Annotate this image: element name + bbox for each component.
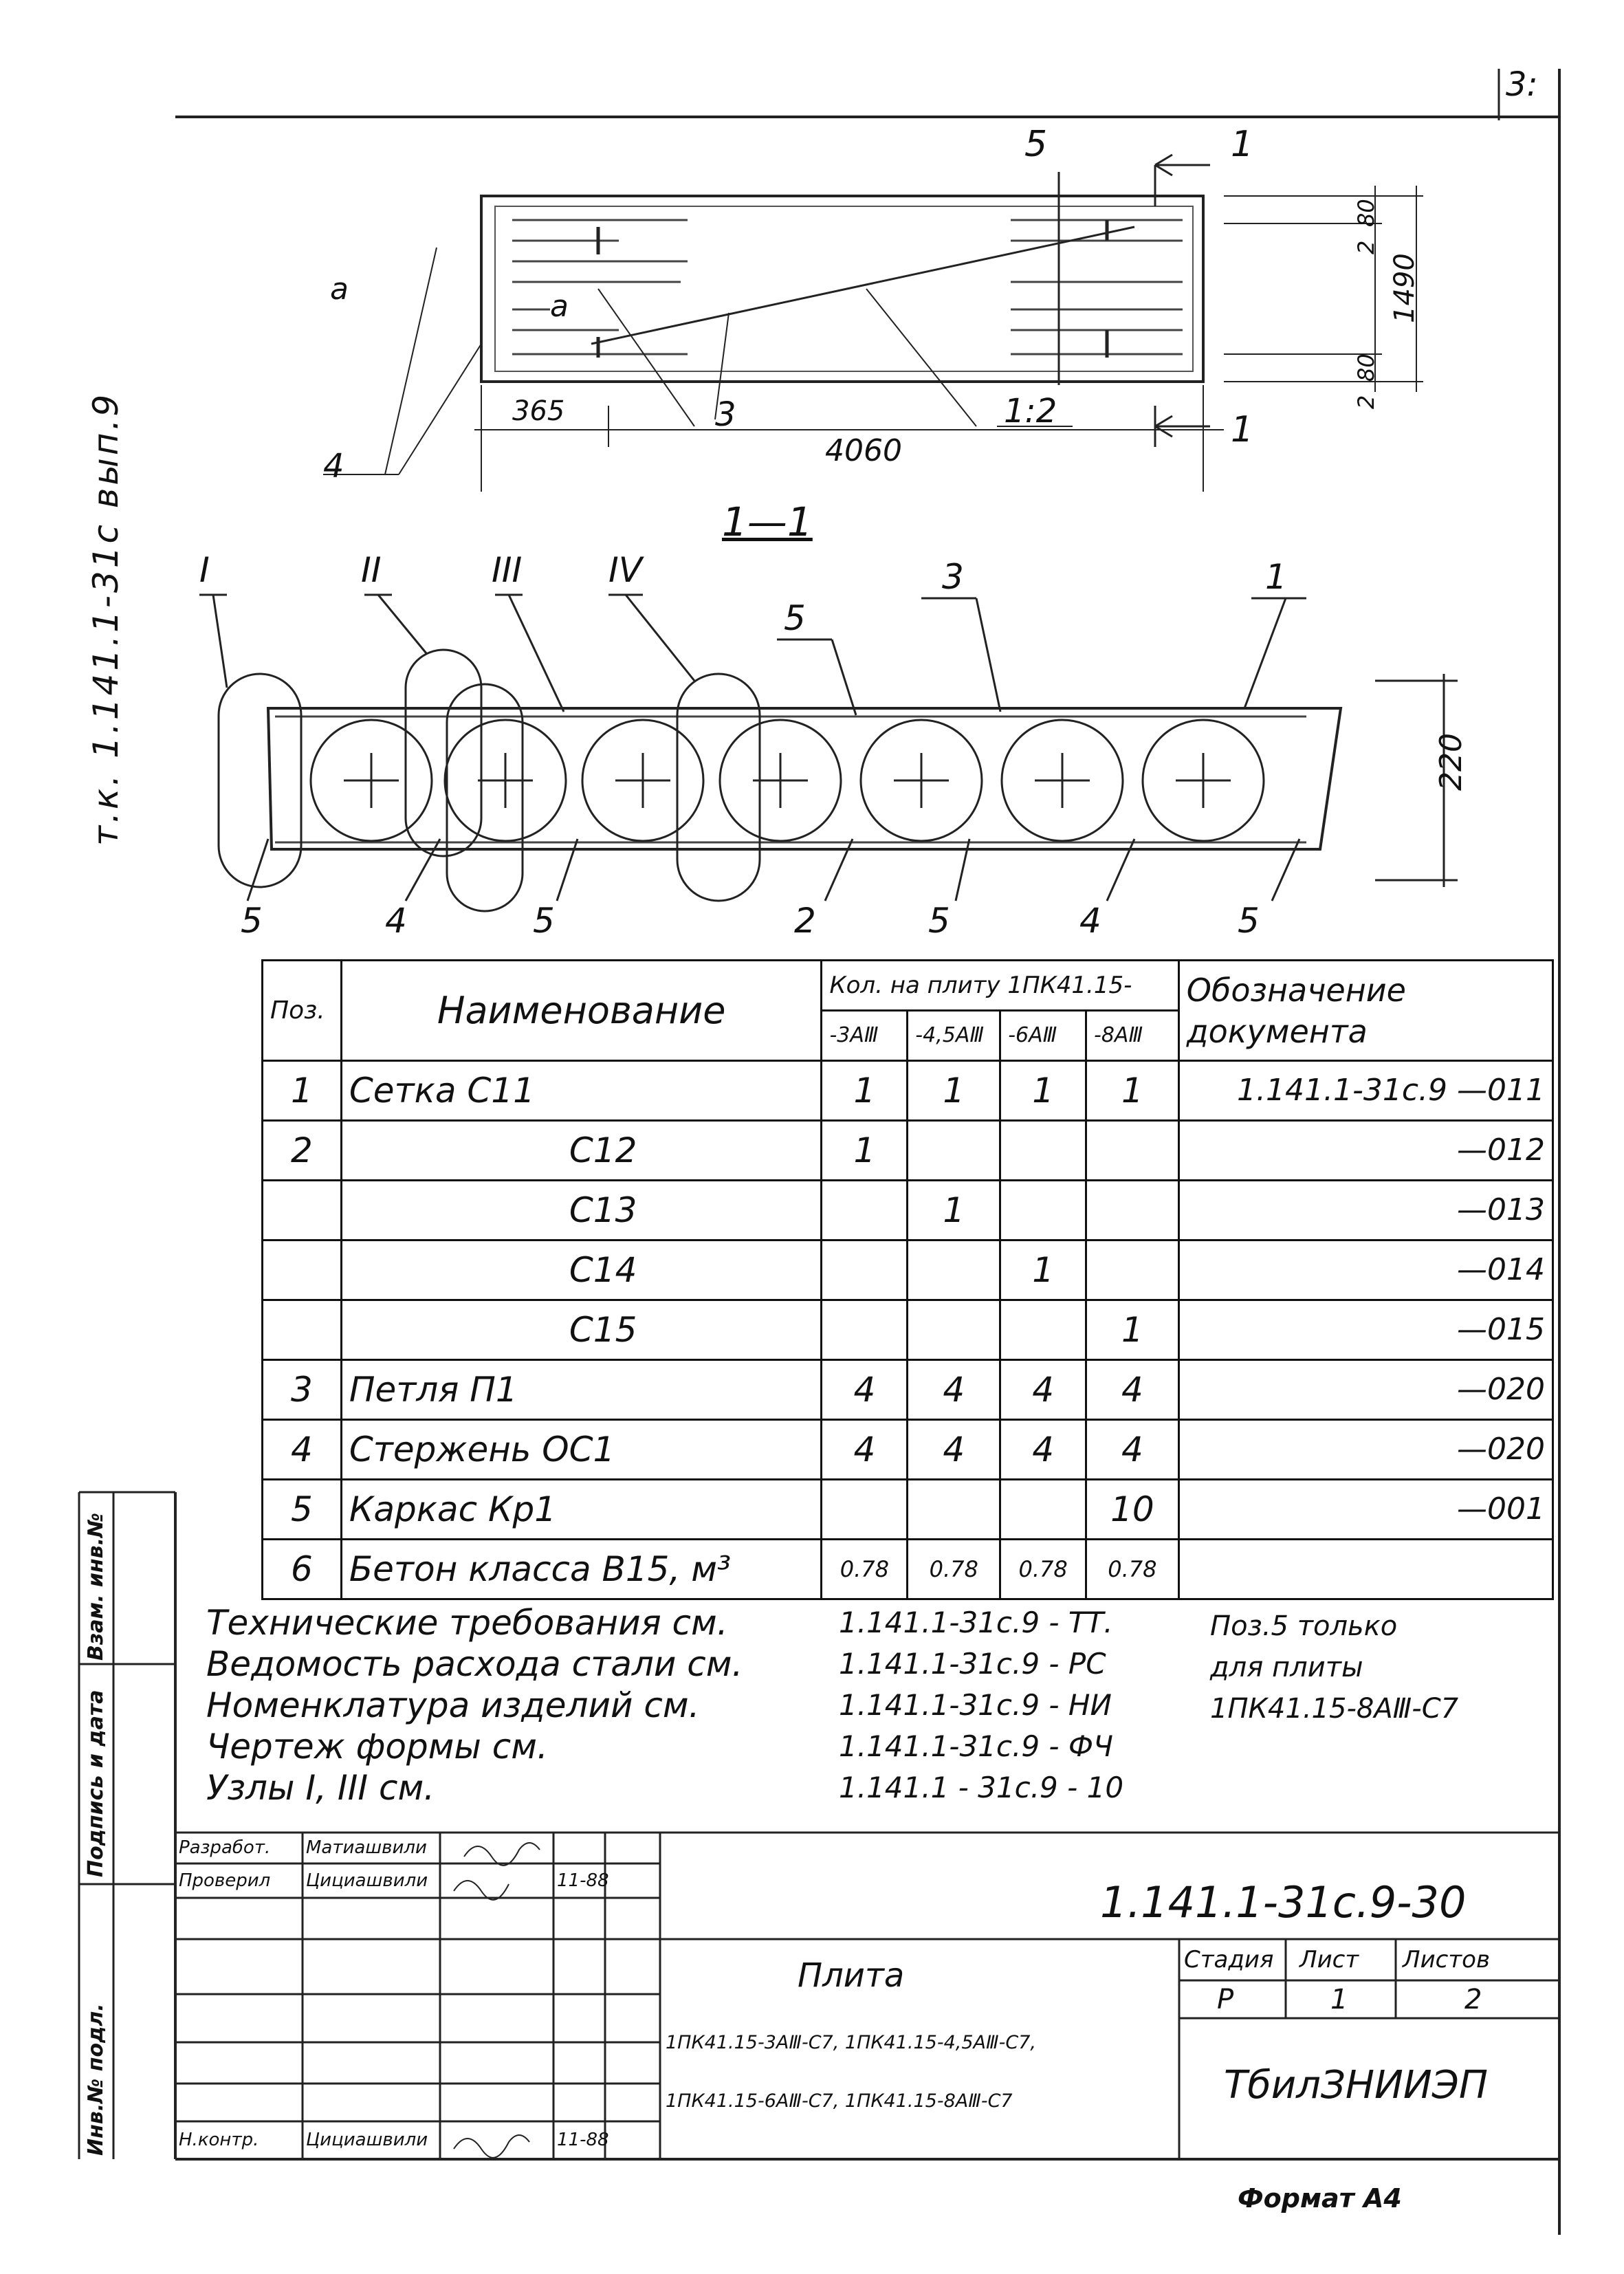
tb-org: ТбилЗНИИЭП	[1224, 2063, 1488, 2108]
spec-cell-qty: 4	[908, 1360, 1000, 1420]
spec-cell-qty: 4	[1086, 1420, 1179, 1480]
spec-cell-qty: 4	[822, 1420, 908, 1480]
section-mark-bottom: 1	[1231, 409, 1254, 450]
note-ref: 1.141.1-31с.9 - ТТ.	[839, 1606, 1113, 1639]
dim-80-top: 80	[1353, 199, 1379, 227]
section-label-5-a: 5	[241, 901, 263, 941]
spec-cell-qty: 0.78	[1086, 1540, 1179, 1599]
note-text: Узлы I, III см.	[206, 1768, 435, 1808]
section-label-4-b: 4	[1079, 901, 1101, 941]
note-text: Ведомость расхода стали см.	[206, 1644, 743, 1684]
spec-cell-qty: 4	[1000, 1360, 1086, 1420]
strip-replace-label: Взам. инв.№	[84, 1512, 108, 1661]
plan-slope: 1:2	[1004, 392, 1057, 430]
spec-cell-name: Сетка С11	[341, 1061, 822, 1121]
tb-item-name: Плита	[798, 1956, 905, 1995]
dim-365: 365	[512, 395, 565, 427]
plan-label-a-left: а	[330, 272, 349, 307]
roman-I: I	[199, 550, 210, 590]
spec-cell-qty: 1	[908, 1181, 1000, 1240]
spec-header-name: Наименование	[341, 961, 822, 1061]
tb-sheet-value: 1	[1330, 1984, 1348, 2015]
tb-checked-date: 11-88	[557, 1870, 609, 1891]
spec-cell-name: Стержень ОС1	[341, 1420, 822, 1480]
side-note-line: Поз.5 только	[1210, 1610, 1398, 1642]
dim-220: 220	[1434, 733, 1469, 791]
tb-norm-label: Н.контр.	[179, 2130, 259, 2150]
roman-III: III	[492, 550, 523, 590]
spec-cell-pos: 5	[263, 1480, 342, 1540]
side-stamp: т.к. 1.141.1-31с вып.9	[86, 391, 126, 846]
spec-cell-doc: —001	[1178, 1480, 1552, 1540]
tb-stage-value: Р	[1217, 1984, 1234, 2015]
tb-norm-date: 11-88	[557, 2130, 609, 2150]
format-label: Формат А4	[1238, 2183, 1402, 2213]
note-text: Номенклатура изделий см.	[206, 1685, 700, 1725]
spec-cell-qty: 0.78	[1000, 1540, 1086, 1599]
spec-cell-pos: 2	[263, 1121, 342, 1181]
spec-cell-qty: 1	[1000, 1240, 1086, 1300]
spec-cell-name: Каркас Кр1	[341, 1480, 822, 1540]
section-label-5-c: 5	[928, 901, 950, 941]
note-ref: 1.141.1-31с.9 - НИ	[839, 1688, 1112, 1722]
section-label-1-top: 1	[1265, 557, 1287, 597]
spec-cell-pos: 4	[263, 1420, 342, 1480]
dim-2-top: 2	[1353, 240, 1379, 254]
spec-cell-qty: 1	[822, 1061, 908, 1121]
tb-developed-name: Матиашвили	[306, 1837, 427, 1858]
page-number: 3:	[1506, 65, 1538, 104]
spec-cell-doc: —020	[1178, 1420, 1552, 1480]
spec-cell-doc: —015	[1178, 1300, 1552, 1360]
spec-cell-qty: 0.78	[908, 1540, 1000, 1599]
spec-qty-col-4: -8АⅢ	[1086, 1011, 1179, 1061]
spec-cell-qty: 1	[1000, 1061, 1086, 1121]
tb-sheets-value: 2	[1464, 1984, 1482, 2015]
spec-header-pos: Поз.	[263, 961, 342, 1061]
spec-cell-name: С15	[341, 1300, 822, 1360]
spec-cell-name: Бетон класса В15, м³	[341, 1540, 822, 1599]
spec-qty-col-3: -6АⅢ	[1000, 1011, 1086, 1061]
spec-cell-name: С12	[341, 1121, 822, 1181]
strip-signature-label: Подпись и дата	[84, 1690, 108, 1877]
note-ref: 1.141.1-31с.9 - РС	[839, 1647, 1106, 1681]
spec-cell-doc: —013	[1178, 1181, 1552, 1240]
note-text: Технические требования см.	[206, 1603, 728, 1643]
spec-cell-qty: 4	[822, 1360, 908, 1420]
spec-cell-qty: 0.78	[822, 1540, 908, 1599]
section-label-3-top: 3	[942, 557, 964, 597]
section-label-5-d: 5	[1238, 901, 1260, 941]
spec-cell-qty: 10	[1086, 1480, 1179, 1540]
section-label-4-a: 4	[385, 901, 407, 941]
roman-IV: IV	[608, 550, 642, 590]
dim-4060: 4060	[825, 433, 902, 468]
spec-cell-pos: 1	[263, 1061, 342, 1121]
spec-header-qty: Кол. на плиту 1ПК41.15-	[822, 961, 1178, 1011]
spec-cell-pos: 3	[263, 1360, 342, 1420]
spec-cell-qty: 4	[1086, 1360, 1179, 1420]
strip-inventory-label: Инв.№ подл.	[84, 2003, 108, 2156]
spec-cell-qty: 1	[908, 1061, 1000, 1121]
roman-II: II	[361, 550, 382, 590]
dim-80-bottom: 80	[1353, 353, 1379, 382]
spec-qty-col-1: -3АⅢ	[822, 1011, 908, 1061]
spec-cell-qty: 1	[1086, 1061, 1179, 1121]
plan-label-4: 4	[323, 447, 344, 485]
plan-label-a-center: а	[550, 289, 569, 324]
note-ref: 1.141.1 - 31с.9 - 10	[839, 1771, 1124, 1804]
spec-cell-qty: 4	[908, 1420, 1000, 1480]
spec-cell-name: С13	[341, 1181, 822, 1240]
tb-doc-code: 1.141.1-31с.9-30	[1100, 1877, 1467, 1927]
spec-cell-qty: 4	[1000, 1420, 1086, 1480]
plan-label-5: 5	[1024, 124, 1048, 165]
spec-qty-col-2: -4,5АⅢ	[908, 1011, 1000, 1061]
tb-sheets-label: Листов	[1403, 1946, 1491, 1974]
tb-stage-label: Стадия	[1184, 1946, 1274, 1974]
tb-item-line-1: 1ПК41.15-3АⅢ-С7, 1ПК41.15-4,5АⅢ-С7,	[666, 2032, 1036, 2053]
spec-cell-qty: 1	[822, 1121, 908, 1181]
section-label-5-top: 5	[784, 598, 806, 638]
tb-item-line-2: 1ПК41.15-6АⅢ-С7, 1ПК41.15-8АⅢ-С7	[666, 2090, 1013, 2112]
spec-cell-qty: 1	[1086, 1300, 1179, 1360]
spec-cell-doc: —012	[1178, 1121, 1552, 1181]
spec-cell-doc: 1.141.1-31с.9 —011	[1178, 1061, 1552, 1121]
tb-norm-name: Цициашвили	[306, 2130, 428, 2150]
side-note-line: для плиты	[1210, 1652, 1363, 1683]
spec-header-doc: Обозначение документа	[1178, 961, 1552, 1061]
tb-sheet-label: Лист	[1299, 1946, 1359, 1974]
tb-checked-label: Проверил	[179, 1870, 271, 1891]
section-label-5-b: 5	[533, 901, 555, 941]
tb-checked-name: Цициашвили	[306, 1870, 428, 1891]
dim-1490: 1490	[1389, 253, 1420, 323]
note-text: Чертеж формы см.	[206, 1727, 548, 1767]
plan-label-3: 3	[715, 395, 736, 434]
section-label-2: 2	[794, 901, 816, 941]
dim-2-bottom: 2	[1353, 395, 1379, 409]
spec-cell-pos: 6	[263, 1540, 342, 1599]
note-ref: 1.141.1-31с.9 - ФЧ	[839, 1729, 1113, 1763]
spec-cell-doc: —020	[1178, 1360, 1552, 1420]
spec-cell-name: Петля П1	[341, 1360, 822, 1420]
spec-cell-doc: —014	[1178, 1240, 1552, 1300]
side-note-line: 1ПК41.15-8АⅢ-С7	[1210, 1693, 1459, 1725]
tb-developed-label: Разработ.	[179, 1837, 271, 1858]
section-mark-top: 1	[1231, 124, 1254, 165]
section-title: 1—1	[722, 499, 813, 545]
spec-cell-name: С14	[341, 1240, 822, 1300]
